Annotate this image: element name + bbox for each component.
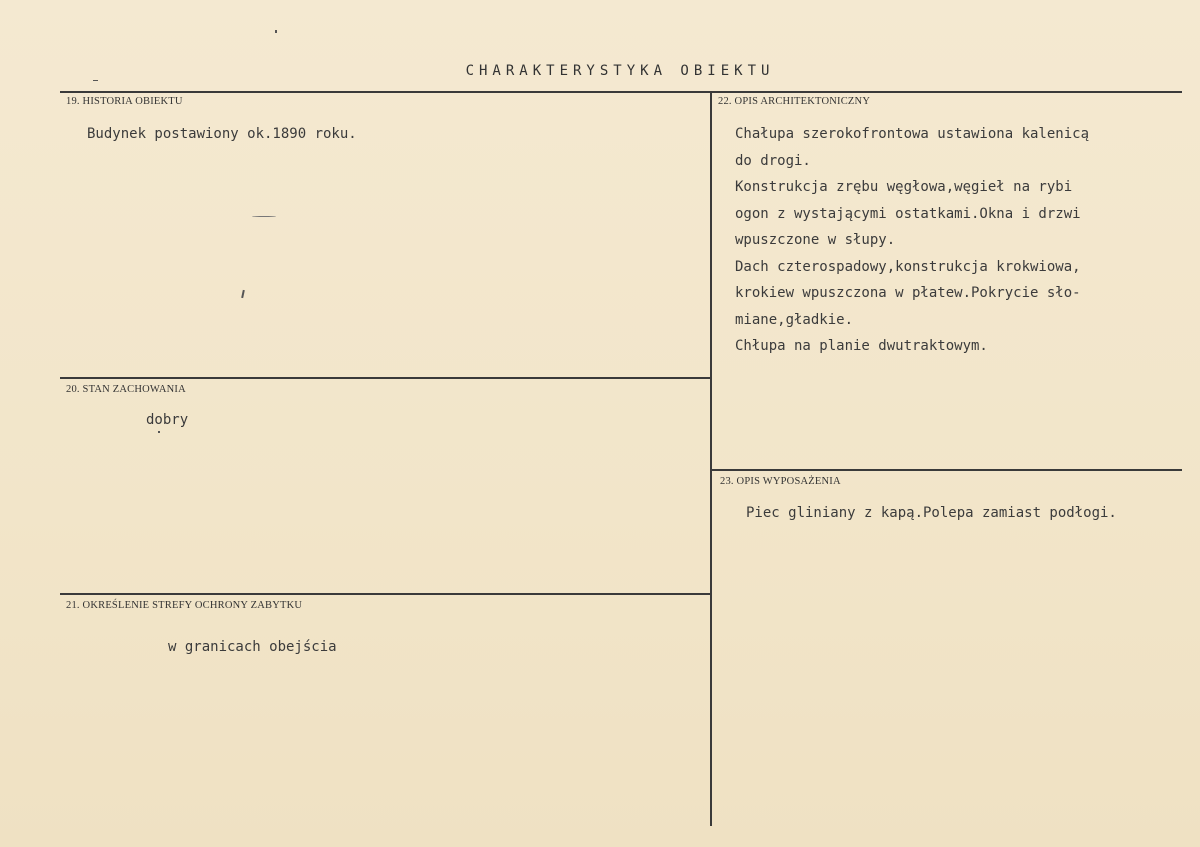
paper-speck: [158, 431, 160, 433]
section-23-label: 23. OPIS WYPOSAŻENIA: [720, 476, 841, 487]
section-19-text: Budynek postawiony ok.1890 roku.: [87, 126, 357, 142]
section-22-text: [735, 121, 1089, 360]
section-21-text: w granicach obejścia: [168, 639, 337, 655]
rule-section-20: [60, 377, 711, 379]
rule-section-23: [712, 469, 1182, 471]
section-22-line: Konstrukcja zrębu węgłowa,węgieł na rybi: [735, 179, 1073, 195]
section-20-text: dobry: [146, 412, 189, 428]
top-rule-right: [712, 91, 1182, 93]
paper-speck: [252, 216, 276, 217]
section-22-label: 22. OPIS ARCHITEKTONICZNY: [718, 96, 871, 107]
section-22-line: miane,gładkie.: [735, 311, 854, 328]
section-22-line: ogon z wystającymi ostatkami.Okna i drzwi: [735, 205, 1081, 222]
section-22-line: Chałupa szerokofrontowa ustawiona kalenicą: [735, 126, 1090, 142]
section-22-line: wpuszczone w słupy.: [735, 232, 896, 248]
paper-speck: [241, 290, 245, 298]
section-23-text: Piec gliniany z kapą.Polepa zamiast podłogi.: [746, 505, 1117, 521]
paper-speck: [275, 30, 277, 33]
center-divider: [710, 91, 712, 826]
top-rule-left: [60, 91, 712, 93]
rule-section-21: [60, 593, 710, 595]
section-21-label: 21. OKREŚLENIE STREFY OCHRONY ZABYTKU: [66, 600, 303, 611]
section-19-label: 19. HISTORIA OBIEKTU: [66, 96, 183, 107]
section-22-line: krokiew wpuszczona w płatew.Pokrycie sło-: [735, 285, 1081, 301]
section-22-line: Dach czterospadowy,konstrukcja krokwiowa,: [735, 258, 1081, 275]
page-title: CHARAKTERYSTYKA OBIEKTU: [465, 63, 775, 79]
paper-speck: [93, 80, 98, 81]
section-20-label: 20. STAN ZACHOWANIA: [66, 384, 186, 395]
section-22-line: do drogi.: [735, 152, 811, 169]
section-22-line: Chłupa na planie dwutraktowym.: [735, 338, 988, 354]
